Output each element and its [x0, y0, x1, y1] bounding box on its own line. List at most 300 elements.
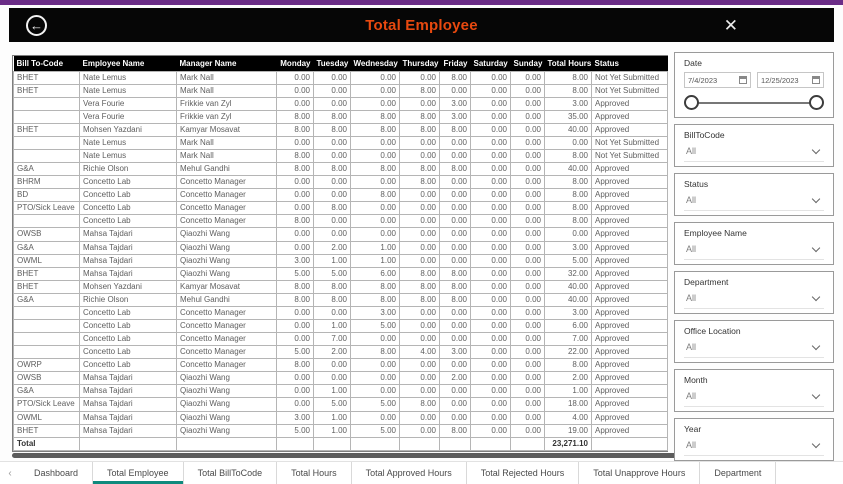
filter-panel	[674, 52, 834, 461]
chevron-down-icon	[812, 243, 820, 251]
table-row	[14, 97, 668, 110]
column-header[interactable]: Total Hours	[545, 56, 592, 71]
table-cell: 0.00	[471, 84, 511, 97]
table-cell: Frikkie van Zyl	[177, 110, 277, 123]
table-cell: Concetto Lab	[80, 215, 177, 228]
table-cell: 5.00	[351, 424, 400, 437]
table-cell: Concetto Lab	[80, 306, 177, 319]
filter-label: BillToCode	[684, 130, 725, 140]
table-cell: 0.00	[351, 372, 400, 385]
table-cell: Approved	[592, 319, 668, 332]
table-cell: 0.00	[314, 306, 351, 319]
column-header[interactable]: Employee Name	[80, 56, 177, 71]
filter-dropdown[interactable]	[684, 144, 824, 162]
total-empty-cell	[314, 437, 351, 450]
date-end-input[interactable]	[757, 72, 824, 88]
table-cell: 1.00	[351, 254, 400, 267]
table-row	[14, 385, 668, 398]
table-cell	[14, 110, 80, 123]
table-cell: 0.00	[471, 176, 511, 189]
table-cell: 3.00	[545, 97, 592, 110]
table-cell: Mahsa Tajdari	[80, 424, 177, 437]
table-cell: 3.00	[440, 110, 471, 123]
column-header[interactable]: Bill To-Code	[14, 56, 80, 71]
table-cell: 0.00	[471, 136, 511, 149]
table-cell: 8.00	[277, 149, 314, 162]
table-cell: Vera Fourie	[80, 110, 177, 123]
table-cell: Approved	[592, 385, 668, 398]
back-arrow-icon: ←	[30, 17, 43, 33]
slider-handle-end[interactable]	[809, 95, 824, 110]
dropdown-selected-value: All	[686, 342, 697, 352]
table-cell: 0.00	[511, 149, 545, 162]
table-cell: Mahsa Tajdari	[80, 254, 177, 267]
column-header[interactable]: Monday	[277, 56, 314, 71]
table-cell: 8.00	[351, 123, 400, 136]
table-cell: 0.00	[400, 97, 440, 110]
total-empty-cell	[400, 437, 440, 450]
table-row	[14, 293, 668, 306]
table-cell: Concetto Manager	[177, 176, 277, 189]
table-cell: 0.00	[471, 306, 511, 319]
table-cell: Concetto Lab	[80, 333, 177, 346]
table-body	[14, 71, 668, 451]
table-cell: 0.00	[314, 189, 351, 202]
table-cell: Concetto Manager	[177, 346, 277, 359]
table-cell: 8.00	[400, 84, 440, 97]
table-cell: 0.00	[511, 359, 545, 372]
table-cell: Concetto Lab	[80, 346, 177, 359]
table-cell: 0.00	[400, 202, 440, 215]
table-cell: Mark Nall	[177, 71, 277, 84]
table-cell: 40.00	[545, 163, 592, 176]
table-cell: Approved	[592, 424, 668, 437]
table-cell: Kamyar Mosavat	[177, 123, 277, 136]
table-cell: Approved	[592, 110, 668, 123]
table-cell: 8.00	[314, 110, 351, 123]
table-cell: 0.00	[511, 84, 545, 97]
table-cell: 0.00	[471, 254, 511, 267]
table-cell: Concetto Manager	[177, 359, 277, 372]
table-cell: 6.00	[351, 267, 400, 280]
table-cell: BHET	[14, 84, 80, 97]
table-cell: 0.00	[511, 411, 545, 424]
table-cell: 0.00	[440, 176, 471, 189]
table-cell: 0.00	[471, 333, 511, 346]
table-cell: 3.00	[440, 346, 471, 359]
total-empty-cell	[440, 437, 471, 450]
table-cell: Mohsen Yazdani	[80, 280, 177, 293]
tab-total-billtocode[interactable]: Total BillToCode	[184, 462, 278, 484]
table-cell: Concetto Lab	[80, 189, 177, 202]
table-row	[14, 84, 668, 97]
table-cell: 8.00	[440, 424, 471, 437]
tab-total-rejected-hours[interactable]: Total Rejected Hours	[467, 462, 580, 484]
table-cell: 0.00	[440, 241, 471, 254]
table-cell: 0.00	[511, 346, 545, 359]
table-cell: 8.00	[277, 359, 314, 372]
table-cell: 0.00	[277, 372, 314, 385]
table-cell: 0.00	[511, 189, 545, 202]
table-cell: 0.00	[314, 71, 351, 84]
table-cell: Concetto Manager	[177, 215, 277, 228]
table-row	[14, 176, 668, 189]
table-cell: 0.00	[511, 280, 545, 293]
table-cell: 3.00	[277, 254, 314, 267]
table-cell: 8.00	[314, 293, 351, 306]
table-cell: 0.00	[471, 398, 511, 411]
table-cell: 0.00	[277, 333, 314, 346]
table-row	[14, 228, 668, 241]
table-cell: 0.00	[511, 176, 545, 189]
table-cell: Qiaozhi Wang	[177, 372, 277, 385]
dropdown-selected-value: All	[686, 244, 697, 254]
table-cell: Concetto Lab	[80, 202, 177, 215]
table-cell: 8.00	[440, 280, 471, 293]
table-cell	[14, 97, 80, 110]
table-cell: 0.00	[440, 319, 471, 332]
table-cell: OWML	[14, 411, 80, 424]
table-cell: 0.00	[511, 241, 545, 254]
table-cell: 0.00	[400, 359, 440, 372]
table-cell: 0.00	[314, 372, 351, 385]
table-cell: 8.00	[351, 110, 400, 123]
table-cell: 8.00	[277, 293, 314, 306]
date-start-input[interactable]	[684, 72, 751, 88]
table-cell: 8.00	[277, 280, 314, 293]
filter-dropdown[interactable]	[684, 438, 824, 456]
table-cell: BHET	[14, 71, 80, 84]
table-cell: 40.00	[545, 123, 592, 136]
table-row	[14, 333, 668, 346]
table-cell: 0.00	[351, 333, 400, 346]
table-cell: 8.00	[314, 280, 351, 293]
table-cell: 2.00	[440, 372, 471, 385]
table-cell: 1.00	[314, 319, 351, 332]
table-cell: 0.00	[400, 411, 440, 424]
tab-total-unapprove-hours[interactable]: Total Unapprove Hours	[579, 462, 700, 484]
calendar-icon[interactable]	[739, 76, 747, 84]
table-cell: 1.00	[314, 411, 351, 424]
chevron-down-icon	[812, 145, 820, 153]
filter-dropdown[interactable]	[684, 340, 824, 358]
tab-total-employee[interactable]: Total Employee	[93, 462, 184, 484]
table-cell: Mahsa Tajdari	[80, 267, 177, 280]
table-cell: 40.00	[545, 280, 592, 293]
table-cell: PTO/Sick Leave	[14, 398, 80, 411]
table-cell: Approved	[592, 254, 668, 267]
table-cell: 8.00	[545, 149, 592, 162]
table-cell: Approved	[592, 189, 668, 202]
table-cell: 8.00	[400, 163, 440, 176]
table-cell: Mahsa Tajdari	[80, 241, 177, 254]
table-cell: Concetto Lab	[80, 359, 177, 372]
table-cell: 3.00	[277, 411, 314, 424]
table-cell: 0.00	[471, 163, 511, 176]
filter-label: Year	[684, 424, 702, 434]
total-empty-cell	[277, 437, 314, 450]
table-cell: 35.00	[545, 110, 592, 123]
table-cell: G&A	[14, 385, 80, 398]
table-cell: 8.00	[277, 163, 314, 176]
table-cell: Approved	[592, 163, 668, 176]
table-cell: 8.00	[400, 280, 440, 293]
table-cell: 0.00	[277, 398, 314, 411]
table-cell: Qiaozhi Wang	[177, 267, 277, 280]
table-row	[14, 215, 668, 228]
table-cell: OWSB	[14, 228, 80, 241]
table-cell: 0.00	[440, 215, 471, 228]
table-row	[14, 306, 668, 319]
filter-dropdown[interactable]	[684, 291, 824, 309]
table-cell: BHET	[14, 123, 80, 136]
table-row	[14, 202, 668, 215]
close-button[interactable]	[724, 17, 738, 34]
tab-department[interactable]: Department	[700, 462, 776, 484]
table-cell: Mark Nall	[177, 149, 277, 162]
total-empty-cell	[511, 437, 545, 450]
table-cell: 0.00	[277, 176, 314, 189]
table-cell: 0.00	[471, 424, 511, 437]
table-cell: 5.00	[314, 398, 351, 411]
filter-dropdown[interactable]	[684, 193, 824, 211]
table-cell: 0.00	[471, 71, 511, 84]
table-cell: 0.00	[400, 372, 440, 385]
table-cell: 0.00	[440, 228, 471, 241]
dropdown-selected-value: All	[686, 391, 697, 401]
titlebar	[9, 8, 834, 42]
table-cell: 0.00	[351, 215, 400, 228]
table-cell: Approved	[592, 267, 668, 280]
table-cell: 0.00	[400, 215, 440, 228]
table-cell: 0.00	[511, 71, 545, 84]
dropdown-selected-value: All	[686, 440, 697, 450]
table-cell: 0.00	[277, 71, 314, 84]
column-header[interactable]: Manager Name	[177, 56, 277, 71]
table-cell: Mohsen Yazdani	[80, 123, 177, 136]
filter-label: Month	[684, 375, 708, 385]
table-cell: Qiaozhi Wang	[177, 241, 277, 254]
chevron-down-icon	[812, 341, 820, 349]
table-cell: 8.00	[440, 123, 471, 136]
table-cell: 8.00	[545, 215, 592, 228]
table-cell: 3.00	[545, 306, 592, 319]
table-cell: 0.00	[277, 306, 314, 319]
table-cell: 0.00	[440, 254, 471, 267]
table-cell: 8.00	[277, 110, 314, 123]
table-cell: 0.00	[314, 176, 351, 189]
table-row	[14, 71, 668, 84]
table-cell: 0.00	[471, 372, 511, 385]
table-cell: PTO/Sick Leave	[14, 202, 80, 215]
table-cell: Concetto Manager	[177, 189, 277, 202]
table-cell: 0.00	[277, 189, 314, 202]
table-cell: 0.00	[471, 359, 511, 372]
table-cell: Mehul Gandhi	[177, 163, 277, 176]
table-cell: 0.00	[471, 189, 511, 202]
table-cell: 0.00	[471, 241, 511, 254]
table-cell: 0.00	[440, 189, 471, 202]
table-cell: Approved	[592, 333, 668, 346]
table-cell: 1.00	[314, 385, 351, 398]
table-cell: 3.00	[440, 97, 471, 110]
table-cell: 7.00	[314, 333, 351, 346]
table-cell: Approved	[592, 241, 668, 254]
filter-label: Status	[684, 179, 709, 189]
table-cell: 8.00	[400, 267, 440, 280]
table-cell: BHET	[14, 280, 80, 293]
table-cell: Mehul Gandhi	[177, 293, 277, 306]
table-cell: Mahsa Tajdari	[80, 398, 177, 411]
table-cell: 8.00	[545, 359, 592, 372]
table-cell: 0.00	[277, 84, 314, 97]
column-header[interactable]: Saturday	[471, 56, 511, 71]
table-cell: 0.00	[511, 110, 545, 123]
table-cell: 0.00	[511, 202, 545, 215]
filter-dropdown[interactable]	[684, 242, 824, 260]
table-cell: 8.00	[314, 163, 351, 176]
table-cell: 0.00	[351, 176, 400, 189]
tab-total-approved-hours[interactable]: Total Approved Hours	[352, 462, 467, 484]
table-cell	[14, 306, 80, 319]
table-cell: 0.00	[471, 202, 511, 215]
table-cell: 40.00	[545, 293, 592, 306]
page-title: Total Employee	[365, 16, 478, 34]
table-cell: Concetto Manager	[177, 306, 277, 319]
table-cell: 5.00	[314, 267, 351, 280]
tab-dashboard[interactable]: Dashboard	[20, 462, 93, 484]
table-cell: 0.00	[314, 84, 351, 97]
total-empty-cell	[177, 437, 277, 450]
table-cell: 0.00	[400, 189, 440, 202]
slider-handle-start[interactable]	[684, 95, 699, 110]
table-cell: 0.00	[314, 359, 351, 372]
table-cell: 8.00	[545, 189, 592, 202]
tab-total-hours[interactable]: Total Hours	[277, 462, 352, 484]
table-cell: Approved	[592, 228, 668, 241]
table-row	[14, 110, 668, 123]
table-cell: Approved	[592, 215, 668, 228]
total-empty-cell	[351, 437, 400, 450]
filter-card-year	[674, 418, 834, 461]
table-row	[14, 359, 668, 372]
column-header[interactable]: Thursday	[400, 56, 440, 71]
table-cell: 8.00	[400, 123, 440, 136]
table-cell: 0.00	[314, 149, 351, 162]
table-cell: 0.00	[400, 71, 440, 84]
total-label: Total	[14, 437, 80, 450]
table-cell: G&A	[14, 241, 80, 254]
table-cell: Approved	[592, 123, 668, 136]
table-cell: 0.00	[400, 228, 440, 241]
chevron-down-icon	[812, 194, 820, 202]
table-cell: Approved	[592, 359, 668, 372]
table-cell: G&A	[14, 163, 80, 176]
table-cell: 0.00	[314, 136, 351, 149]
table-cell: 0.00	[511, 163, 545, 176]
table-cell: Frikkie van Zyl	[177, 97, 277, 110]
table-row	[14, 411, 668, 424]
chevron-down-icon	[812, 439, 820, 447]
table-cell: 0.00	[511, 319, 545, 332]
filter-card-department	[674, 271, 834, 314]
total-empty-cell	[80, 437, 177, 450]
table-cell: 0.00	[400, 254, 440, 267]
table-cell: OWML	[14, 254, 80, 267]
table-row	[14, 319, 668, 332]
table-cell: 4.00	[400, 346, 440, 359]
table-cell: 0.00	[400, 241, 440, 254]
date-value: 12/25/2023	[761, 75, 799, 85]
table-cell: Not Yet Submitted	[592, 149, 668, 162]
table-row	[14, 254, 668, 267]
filter-card-employee-name	[674, 222, 834, 265]
table-cell: 8.00	[440, 163, 471, 176]
column-header[interactable]: Sunday	[511, 56, 545, 71]
filter-label: Employee Name	[684, 228, 747, 238]
horizontal-scrollbar[interactable]	[12, 453, 688, 458]
table-cell: 0.00	[471, 346, 511, 359]
table-row	[14, 241, 668, 254]
total-empty-cell	[592, 437, 668, 450]
table-cell: 8.00	[545, 71, 592, 84]
employee-hours-table-card	[12, 55, 668, 452]
table-cell: 0.00	[440, 149, 471, 162]
table-cell: 1.00	[545, 385, 592, 398]
table-cell: Qiaozhi Wang	[177, 385, 277, 398]
table-cell: Qiaozhi Wang	[177, 411, 277, 424]
table-cell: 3.00	[545, 241, 592, 254]
column-header[interactable]: Friday	[440, 56, 471, 71]
table-row	[14, 163, 668, 176]
table-row	[14, 123, 668, 136]
column-header[interactable]: Tuesday	[314, 56, 351, 71]
dropdown-selected-value: All	[686, 195, 697, 205]
table-cell: 0.00	[440, 136, 471, 149]
table-cell: 0.00	[277, 136, 314, 149]
table-cell: 5.00	[277, 267, 314, 280]
table-cell: 3.00	[351, 306, 400, 319]
table-cell: Qiaozhi Wang	[177, 254, 277, 267]
table-cell: 1.00	[314, 254, 351, 267]
table-cell: BHET	[14, 424, 80, 437]
calendar-icon[interactable]	[812, 76, 820, 84]
tab-nav-left-chevron-icon[interactable]: ‹	[8, 467, 12, 479]
table-cell: 5.00	[277, 346, 314, 359]
table-cell: Qiaozhi Wang	[177, 424, 277, 437]
table-cell: Mahsa Tajdari	[80, 372, 177, 385]
table-cell: 0.00	[511, 123, 545, 136]
column-header[interactable]: Wednesday	[351, 56, 400, 71]
table-cell: 0.00	[471, 280, 511, 293]
table-cell	[14, 215, 80, 228]
table-row	[14, 424, 668, 437]
filter-dropdown[interactable]	[684, 389, 824, 407]
column-header[interactable]: Status	[592, 56, 668, 71]
table-cell	[14, 346, 80, 359]
table-cell: 8.00	[351, 346, 400, 359]
table-cell: BD	[14, 189, 80, 202]
table-cell: 0.00	[277, 228, 314, 241]
table-cell: 8.00	[440, 71, 471, 84]
table-cell: 5.00	[351, 319, 400, 332]
table-header-row	[14, 56, 668, 71]
table-cell: 0.00	[471, 385, 511, 398]
table-cell: 19.00	[545, 424, 592, 437]
table-cell: 22.00	[545, 346, 592, 359]
chevron-down-icon	[812, 292, 820, 300]
filter-card-status	[674, 173, 834, 216]
